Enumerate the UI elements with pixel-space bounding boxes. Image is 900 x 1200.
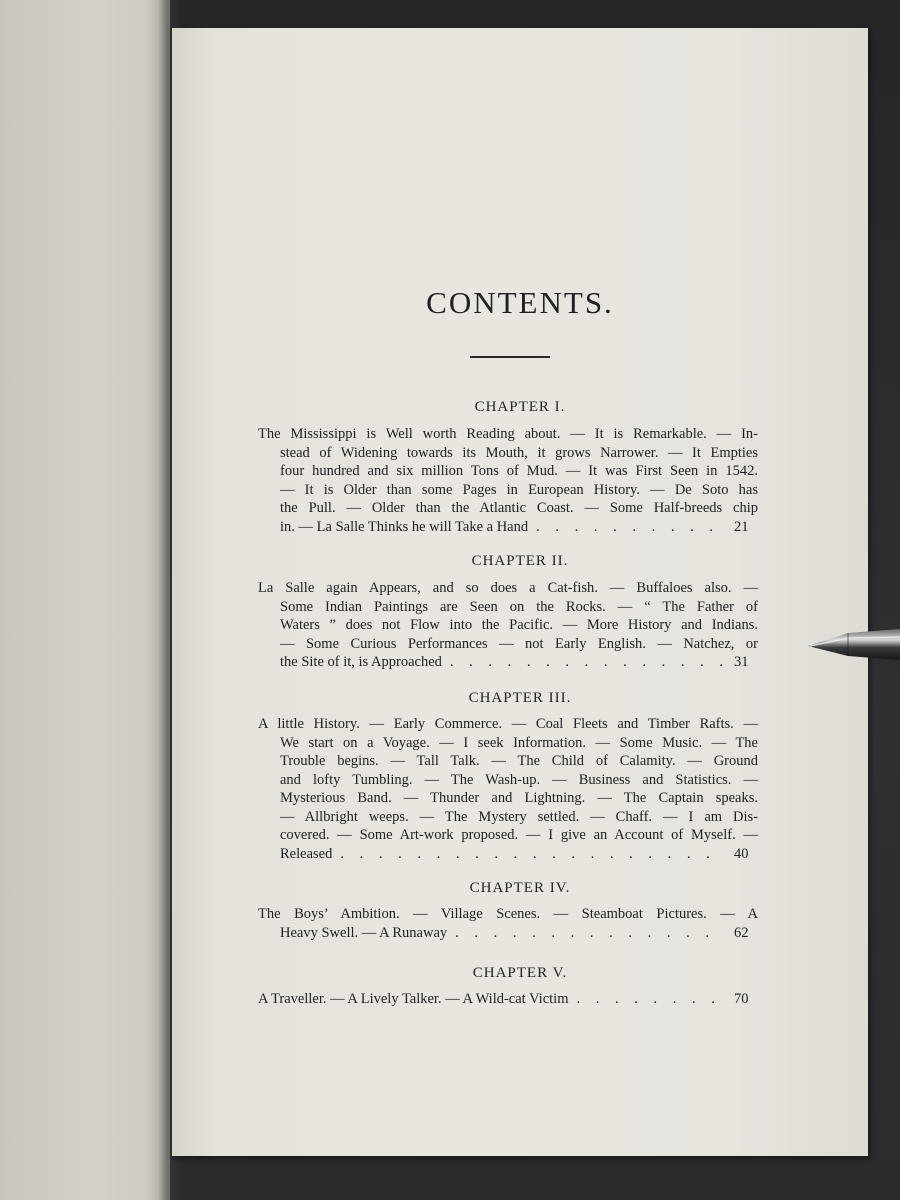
summary-line: La Salle again Appears, and so does a Cat-fish. — Buffaloes also. — — [258, 580, 758, 596]
page-number: 40 — [734, 845, 749, 862]
summary-line: — It is Older than some Pages in European History. — De Soto has — [280, 481, 758, 498]
summary-line: Some Indian Paintings are Seen on the Rocks. — “ The Father of — [280, 598, 758, 615]
page-title: CONTENTS. — [426, 285, 614, 320]
chapter-heading-2: CHAPTER II. — [471, 553, 569, 569]
summary-line-text: Released — [280, 845, 333, 862]
summary-last-line — [258, 924, 758, 943]
page-number: 21 — [734, 518, 749, 535]
chapter-heading-5: CHAPTER V. — [472, 965, 568, 981]
chapter-heading-1: CHAPTER I. — [474, 399, 566, 415]
title-rule — [470, 356, 550, 358]
summary-line: the Pull. — Older than the Atlantic Coast. — Some Half-breeds chip — [280, 500, 758, 516]
pen-pointer — [808, 620, 900, 668]
summary-line: Mysterious Band. — Thunder and Lightning. — The Captain speaks. — [280, 790, 758, 806]
dot-leader — [576, 990, 724, 1009]
summary-line: Trouble begins. — Tall Talk. — The Child of Calamity. — Ground — [280, 753, 758, 769]
page-number: 31 — [734, 654, 749, 670]
summary-line: Waters ” does not Flow into the Pacific. — More History and Indians. — [280, 617, 758, 633]
dot-leader — [455, 924, 724, 943]
page-number: 62 — [734, 924, 749, 941]
chapter-heading-3: CHAPTER III. — [468, 690, 572, 706]
summary-line: We start on a Voyage. — I seek Information. — Some Music. — The — [280, 734, 758, 751]
chapter-summary-4 — [258, 905, 758, 942]
chapter-summary-2 — [258, 579, 758, 672]
summary-line: A little History. — Early Commerce. — Coal Fleets and Timber Rafts. — — [258, 716, 758, 732]
chapter-summary-1 — [258, 425, 758, 536]
summary-line-text: the Site of it, is Approached — [280, 654, 442, 670]
summary-line: stead of Widening towards its Mouth, it grows Narrower. — It Empties — [280, 444, 758, 461]
summary-last-line — [258, 518, 758, 537]
summary-last-line — [258, 653, 758, 672]
summary-line: covered. — Some Art-work proposed. — I give an Account of Myself. — — [280, 827, 758, 843]
summary-line: — Allbright weeps. — The Mystery settled. — Chaff. — I am Dis- — [280, 808, 758, 825]
summary-line: The Mississippi is Well worth Reading about. — It is Remarkable. — In- — [258, 426, 758, 442]
page-number: 70 — [734, 991, 749, 1007]
summary-line: and lofty Tumbling. — The Wash-up. — Business and Statistics. — — [280, 771, 758, 788]
summary-line: — Some Curious Performances — not Early English. — Natchez, or — [280, 635, 758, 652]
chapter-heading-4: CHAPTER IV. — [469, 880, 571, 896]
dot-leader — [536, 518, 724, 537]
summary-last-line — [258, 990, 758, 1009]
summary-last-line — [258, 845, 758, 864]
dot-leader — [450, 653, 724, 672]
summary-line-text: A Traveller. — A Lively Talker. — A Wild-cat Victim — [258, 991, 569, 1007]
summary-line-text: in. — La Salle Thinks he will Take a Hand — [280, 518, 529, 535]
chapter-summary-3 — [258, 715, 758, 863]
chapter-summary-5 — [258, 990, 758, 1009]
dot-leader — [340, 845, 724, 864]
summary-line-text: Heavy Swell. — A Runaway — [280, 924, 448, 941]
summary-line: The Boys’ Ambition. — Village Scenes. — Steamboat Pictures. — A — [258, 906, 758, 922]
summary-line: four hundred and six million Tons of Mud. — It was First Seen in 1542. — [280, 463, 758, 479]
